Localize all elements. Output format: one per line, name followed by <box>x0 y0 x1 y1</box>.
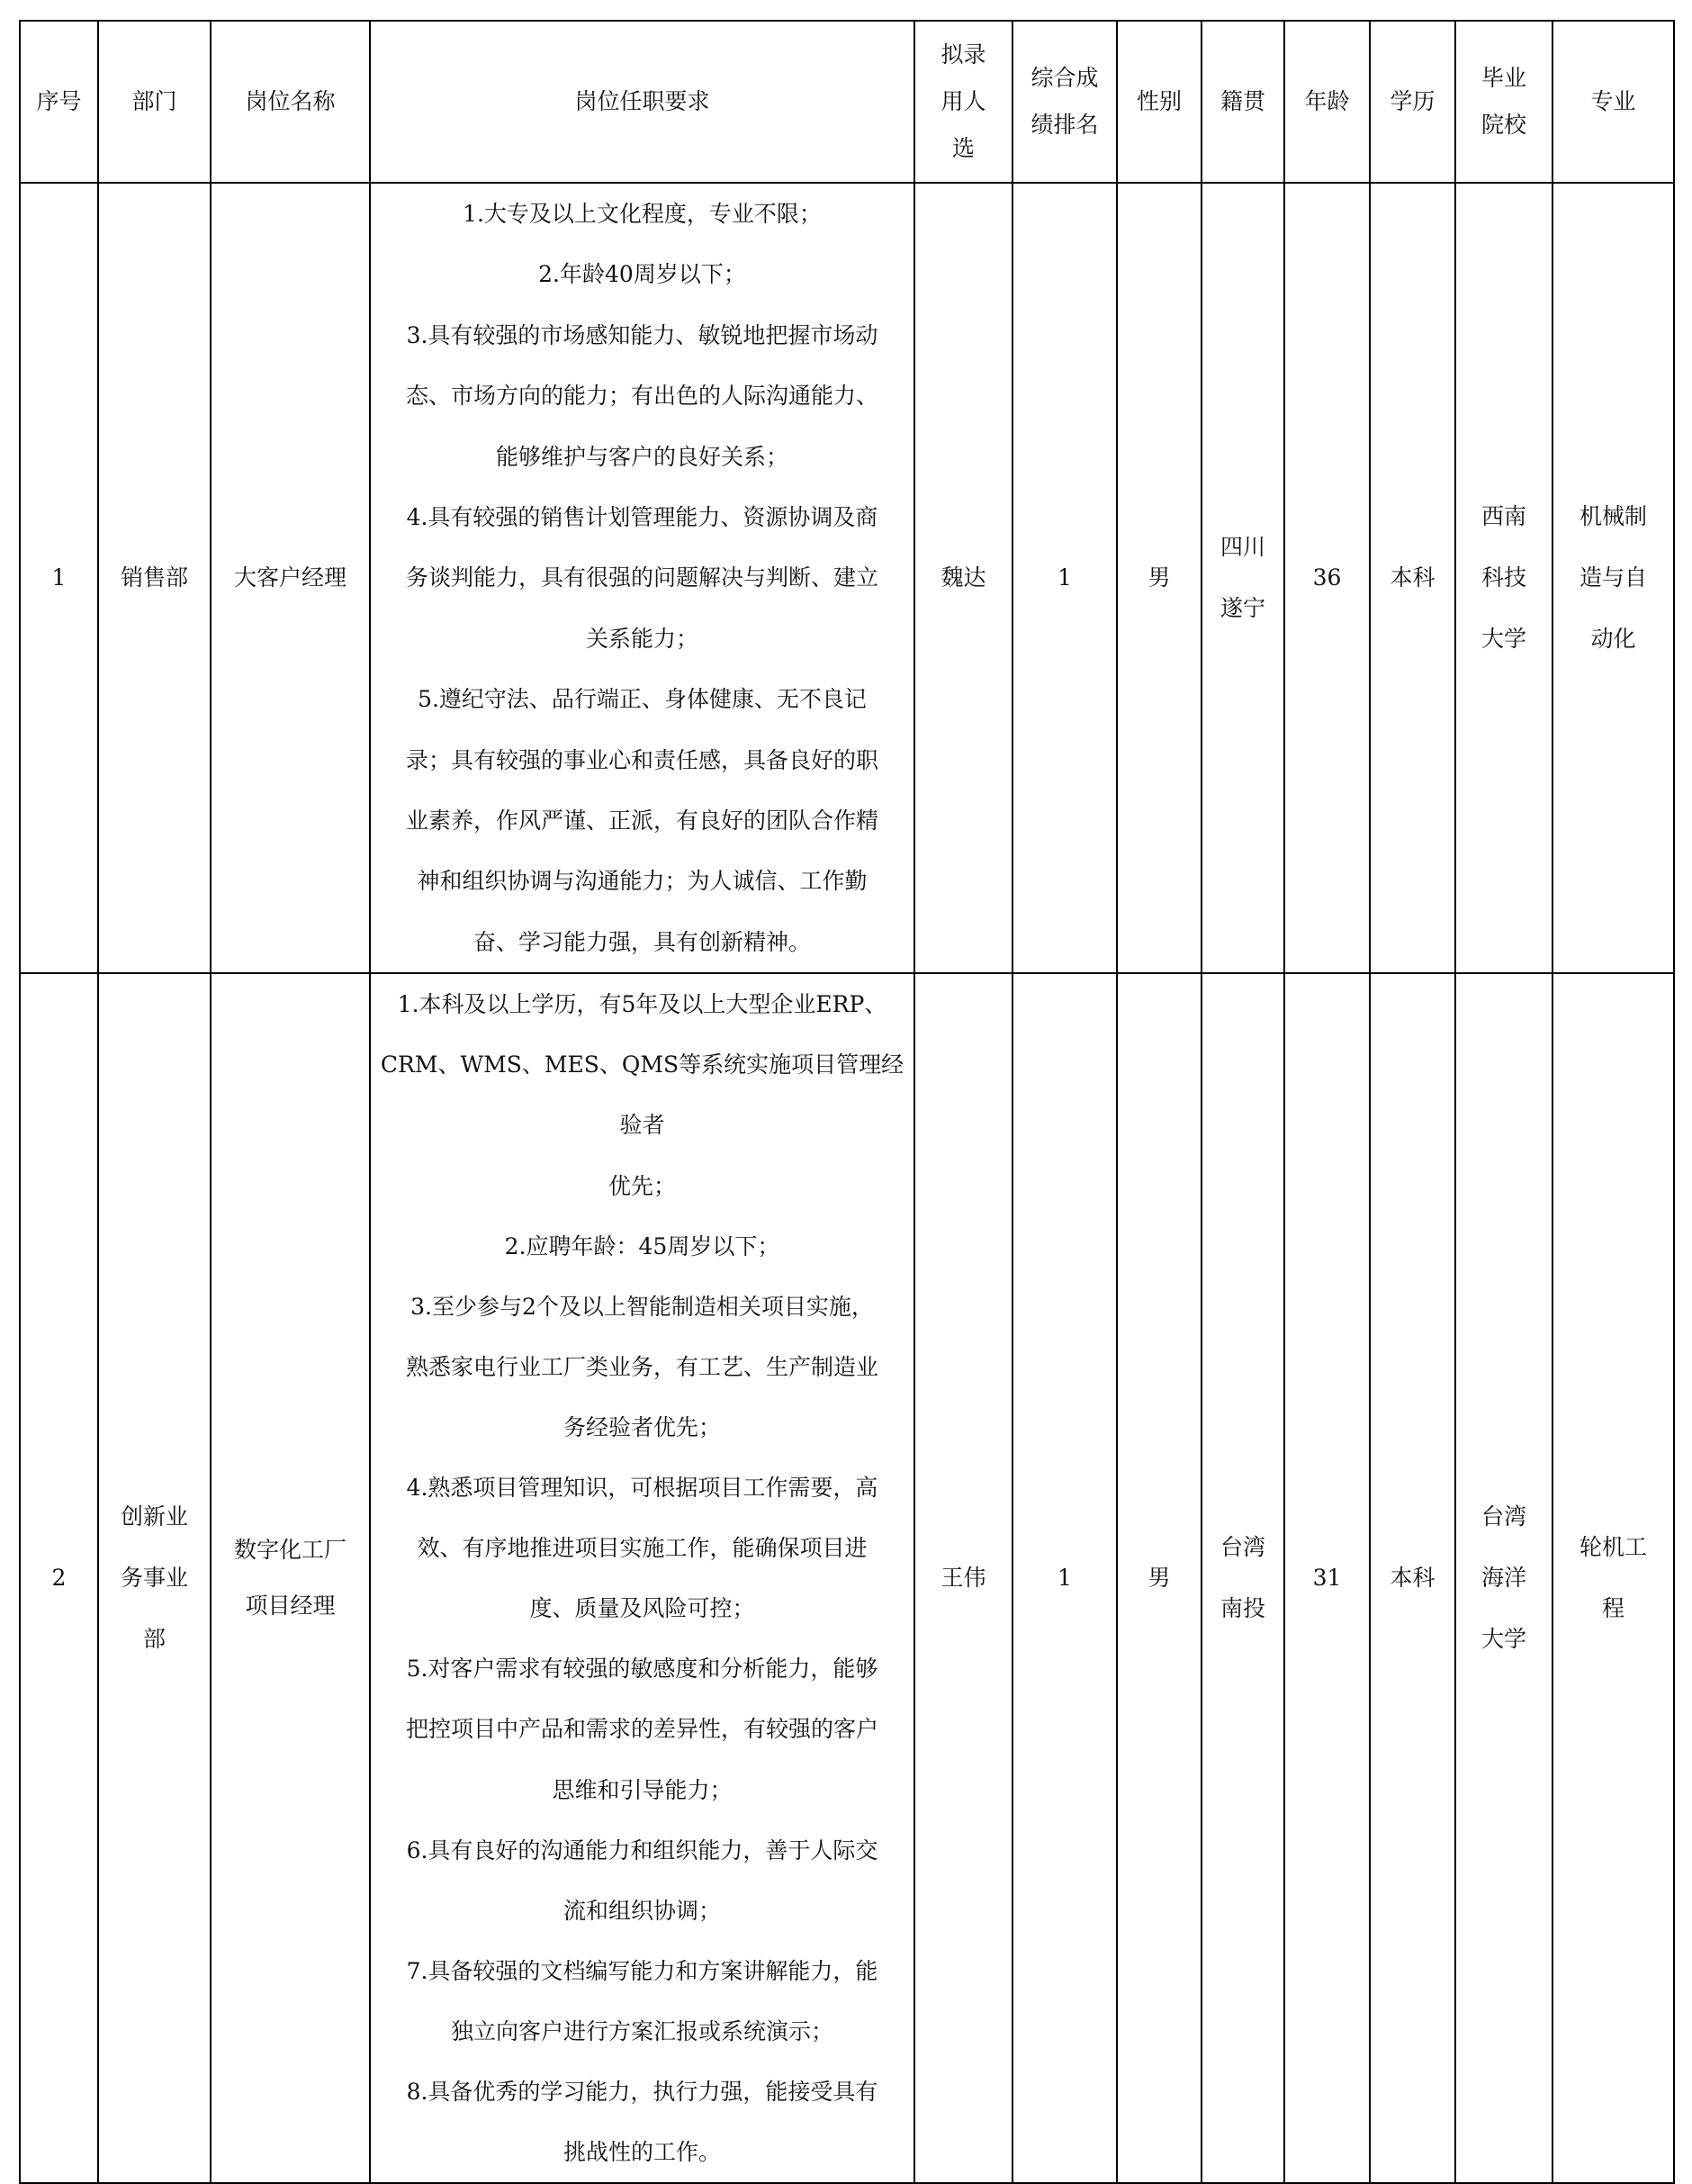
col-header-no: 序号 <box>20 21 98 183</box>
cell-school: 台湾海洋大学 <box>1455 973 1552 2183</box>
requirement-line: 效、有序地推进项目实施工作，能确保项目进 <box>417 1535 868 1562</box>
col-header-rank: 综合成绩排名 <box>1012 21 1117 183</box>
requirement-line: 奋、学习能力强，具有创新精神。 <box>472 928 811 955</box>
col-header-gender: 性别 <box>1117 21 1202 183</box>
cell-school: 西南科技大学 <box>1455 183 1552 973</box>
cell-age: 31 <box>1284 973 1370 2183</box>
requirement-line: 流和组织协调； <box>562 1897 721 1924</box>
requirement-line: 神和组织协调与沟通能力；为人诚信、工作勤 <box>417 868 868 895</box>
cell-origin: 台湾南投 <box>1202 973 1284 2183</box>
requirement-line: 务谈判能力，具有很强的问题解决与判断、建立 <box>405 564 878 591</box>
cell-dept: 创新业务事业部 <box>98 973 211 2183</box>
requirement-line: 2.应聘年龄：45周岁以下； <box>504 1232 780 1259</box>
col-header-school: 毕业院校 <box>1455 21 1552 183</box>
cell-candidate: 魏达 <box>914 183 1012 973</box>
col-header-education: 学历 <box>1370 21 1455 183</box>
requirement-line: 度、质量及风险可控； <box>529 1595 755 1622</box>
requirement-line: 思维和引导能力； <box>552 1776 733 1803</box>
col-header-dept: 部门 <box>98 21 211 183</box>
requirement-line: 2.年龄40周岁以下； <box>538 261 746 288</box>
requirement-line: 4.具有较强的销售计划管理能力、资源协调及商 <box>406 504 878 531</box>
col-header-candidate: 拟录用人选 <box>914 21 1012 183</box>
cell-gender: 男 <box>1117 973 1202 2183</box>
cell-major: 轮机工程 <box>1552 973 1674 2183</box>
col-header-major: 专业 <box>1552 21 1674 183</box>
requirement-line: 1.大专及以上文化程度，专业不限； <box>463 201 822 227</box>
requirement-line: 录；具有较强的事业心和责任感，具备良好的职 <box>405 746 878 773</box>
requirement-line: 6.具有良好的沟通能力和组织能力，善于人际交 <box>406 1837 878 1864</box>
requirement-line: 挑战性的工作。 <box>562 2139 721 2166</box>
requirement-line: 7.具备较强的文档编写能力和方案讲解能力，能 <box>406 1957 878 1984</box>
requirement-line: 1.本科及以上学历，有5年及以上大型企业ERP、 <box>397 991 887 1018</box>
col-header-origin: 籍贯 <box>1202 21 1284 183</box>
cell-position: 大客户经理 <box>211 183 370 973</box>
requirement-line: 3.具有较强的市场感知能力、敏锐地把握市场动 <box>406 321 878 348</box>
requirement-line: 熟悉家电行业工厂类业务，有工艺、生产制造业 <box>405 1353 878 1380</box>
requirement-line: 4.熟悉项目管理知识，可根据项目工作需要，高 <box>406 1475 878 1502</box>
cell-education: 本科 <box>1370 973 1455 2183</box>
cell-candidate: 王伟 <box>914 973 1012 2183</box>
cell-origin: 四川遂宁 <box>1202 183 1284 973</box>
requirement-line: 独立向客户进行方案汇报或系统演示； <box>450 2017 833 2044</box>
cell-age: 36 <box>1284 183 1370 973</box>
requirement-line: 业素养，作风严谨、正派，有良好的团队合作精 <box>405 808 878 835</box>
requirement-line: 优先； <box>608 1172 676 1199</box>
requirement-line: 5.对客户需求有较强的敏感度和分析能力，能够 <box>406 1656 878 1683</box>
cell-no: 1 <box>20 183 98 973</box>
requirement-line: 能够维护与客户的良好关系； <box>495 443 788 470</box>
cell-requirements <box>370 183 914 973</box>
table-row <box>20 973 1674 2183</box>
header-row <box>20 21 1674 183</box>
requirement-line: 3.至少参与2个及以上智能制造相关项目实施， <box>410 1293 874 1320</box>
col-header-age: 年龄 <box>1284 21 1370 183</box>
cell-no: 2 <box>20 973 98 2183</box>
recruitment-table <box>19 20 1675 2184</box>
requirement-line: 务经验者优先； <box>562 1413 721 1440</box>
requirement-line: 态、市场方向的能力；有出色的人际沟通能力、 <box>405 383 878 410</box>
cell-rank: 1 <box>1012 973 1117 2183</box>
requirement-line: CRM、WMS、MES、QMS等系统实施项目管理经验者 <box>380 1051 904 1139</box>
cell-requirements <box>370 973 914 2183</box>
cell-gender: 男 <box>1117 183 1202 973</box>
cell-dept: 销售部 <box>98 183 211 973</box>
cell-major: 机械制造与自动化 <box>1552 183 1674 973</box>
cell-rank: 1 <box>1012 183 1117 973</box>
requirement-line: 8.具备优秀的学习能力，执行力强，能接受具有 <box>406 2078 878 2105</box>
requirement-line: 关系能力； <box>585 625 698 652</box>
col-header-position: 岗位名称 <box>211 21 370 183</box>
table-row <box>20 183 1674 973</box>
col-header-requirements: 岗位任职要求 <box>370 21 914 183</box>
cell-position: 数字化工厂项目经理 <box>211 973 370 2183</box>
requirement-line: 5.遵纪守法、品行端正、身体健康、无不良记 <box>418 686 867 713</box>
cell-education: 本科 <box>1370 183 1455 973</box>
requirement-line: 把控项目中产品和需求的差异性，有较强的客户 <box>405 1716 878 1743</box>
